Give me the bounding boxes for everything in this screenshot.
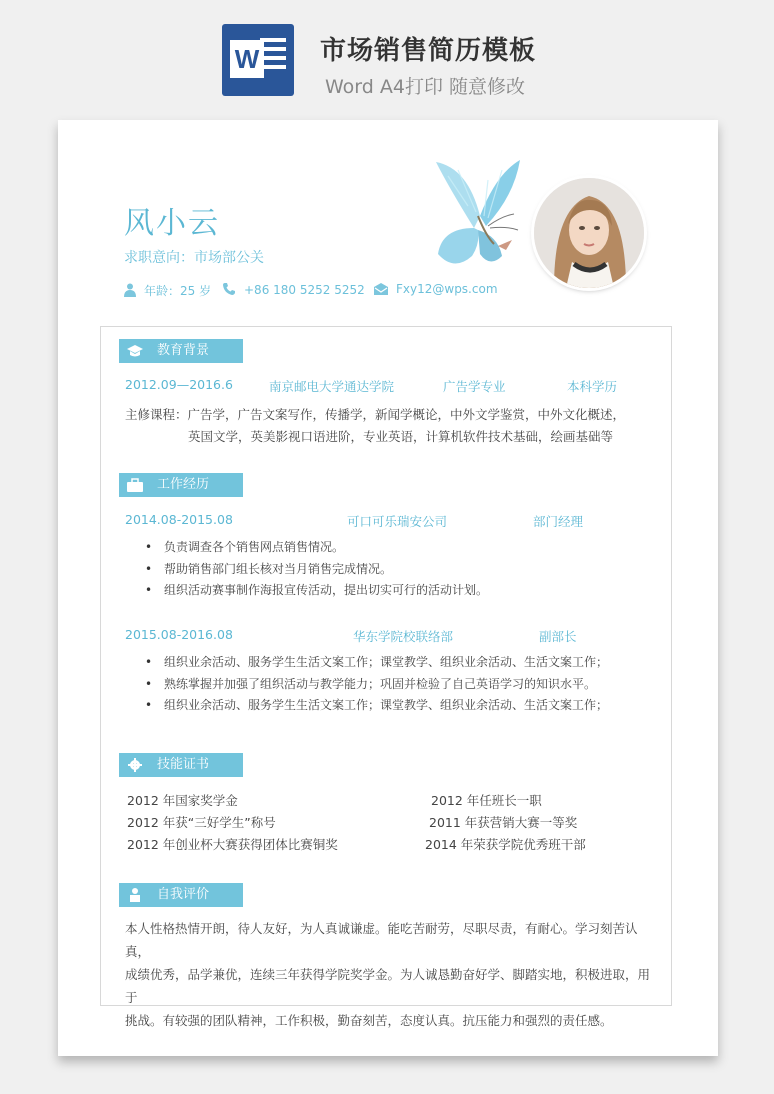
graduation-cap-icon (127, 344, 143, 358)
section-self-header (119, 883, 243, 907)
age-item (124, 282, 211, 299)
word-app-icon (222, 24, 294, 96)
page-subtitle: Word A4打印 随意修改 (325, 76, 526, 98)
gear-icon (127, 758, 143, 772)
document-lines-icon (260, 38, 286, 74)
resume-content-frame (100, 326, 672, 1028)
word-letter: W (230, 40, 264, 78)
job-1-duties (145, 537, 488, 602)
job-2-period: 2015.08-2016.08 (125, 627, 233, 642)
job-2-company: 华东学院校联络部 (353, 629, 454, 644)
phone-item (222, 282, 365, 297)
skill-right-3: 2014 年荣获学院优秀班干部 (425, 837, 586, 852)
education-courses-line2: 英国文学，英美影视口语进阶，专业英语，计算机软件技术基础，绘画基础等 (188, 429, 614, 444)
self-evaluation-text (125, 917, 661, 1032)
user-chart-icon (127, 888, 143, 902)
self-line-2: 成绩优秀，品学兼优，连续三年获得学院奖学金。为人诚恳勤奋好学、脚踏实地，积极进取，用于 (125, 967, 651, 1005)
avatar (534, 178, 644, 288)
skill-left-2: 2012 年获“三好学生”称号 (127, 815, 276, 830)
job-intent: 求职意向：市场部公关 (124, 250, 264, 266)
skill-left-3: 2012 年创业杯大赛获得团体比赛铜奖 (127, 837, 338, 852)
education-school: 南京邮电大学通达学院 (269, 379, 395, 394)
section-self-title: 自我评价 (157, 887, 210, 902)
job-1-company: 可口可乐瑞安公司 (347, 514, 448, 529)
portrait-image (534, 178, 644, 288)
butterfly-illustration (428, 156, 528, 276)
resume-page (58, 120, 718, 1056)
job-1-period: 2014.08-2015.08 (125, 512, 233, 527)
list-item: • 组织业余活动、服务学生生活文案工作；课堂教学、组织业余活动、生活文案工作； (145, 652, 608, 674)
section-work-title: 工作经历 (157, 477, 210, 492)
phone-icon (222, 282, 236, 296)
page-title: 市场销售简历模板 (320, 36, 537, 66)
list-item: • 组织业余活动、服务学生生活文案工作；课堂教学、组织业余活动、生活文案工作； (145, 695, 608, 717)
skill-right-2: 2011 年获营销大赛一等奖 (429, 815, 578, 830)
email-item (374, 282, 498, 296)
candidate-name: 风小云 (124, 206, 220, 241)
job-2-position: 副部长 (539, 629, 577, 644)
education-period: 2012.09—2016.6 (125, 377, 233, 392)
phone-text: +86 180 5252 5252 (244, 283, 365, 297)
self-line-1: 本人性格热情开朗，待人友好，为人真诚谦虚。能吃苦耐劳，尽职尽责，有耐心。学习刻苦认真， (125, 921, 638, 959)
email-text[interactable]: Fxy12@wps.com (396, 282, 498, 296)
list-item: • 负责调查各个销售网点销售情况。 (145, 537, 488, 559)
education-courses-line1: 主修课程：广告学，广告文案写作，传播学，新闻学概论，中外文学鉴赏，中外文化概述， (125, 407, 626, 422)
age-text: 年龄：25 岁 (144, 284, 212, 298)
skill-right-1: 2012 年任班长一职 (431, 793, 542, 808)
section-education-header (119, 339, 243, 363)
list-item: • 组织活动赛事制作海报宣传活动，提出切实可行的活动计划。 (145, 580, 488, 602)
briefcase-icon (127, 478, 143, 492)
section-skills-header (119, 753, 243, 777)
education-major: 广告学专业 (443, 379, 506, 394)
section-work-header (119, 473, 243, 497)
self-line-3: 挑战。有较强的团队精神，工作积极，勤奋刻苦，态度认真。抗压能力和强烈的责任感。 (125, 1013, 613, 1028)
section-education-title: 教育背景 (157, 343, 210, 358)
list-item: • 熟练掌握并加强了组织活动与教学能力；巩固并检验了自己英语学习的知识水平。 (145, 674, 608, 696)
skill-left-1: 2012 年国家奖学金 (127, 793, 238, 808)
list-item: • 帮助销售部门组长核对当月销售完成情况。 (145, 559, 488, 581)
job-2-duties (145, 652, 608, 717)
section-skills-title: 技能证书 (157, 757, 210, 772)
education-degree: 本科学历 (567, 379, 618, 394)
mail-icon (374, 283, 388, 295)
job-1-position: 部门经理 (533, 514, 584, 529)
person-icon (124, 283, 136, 297)
